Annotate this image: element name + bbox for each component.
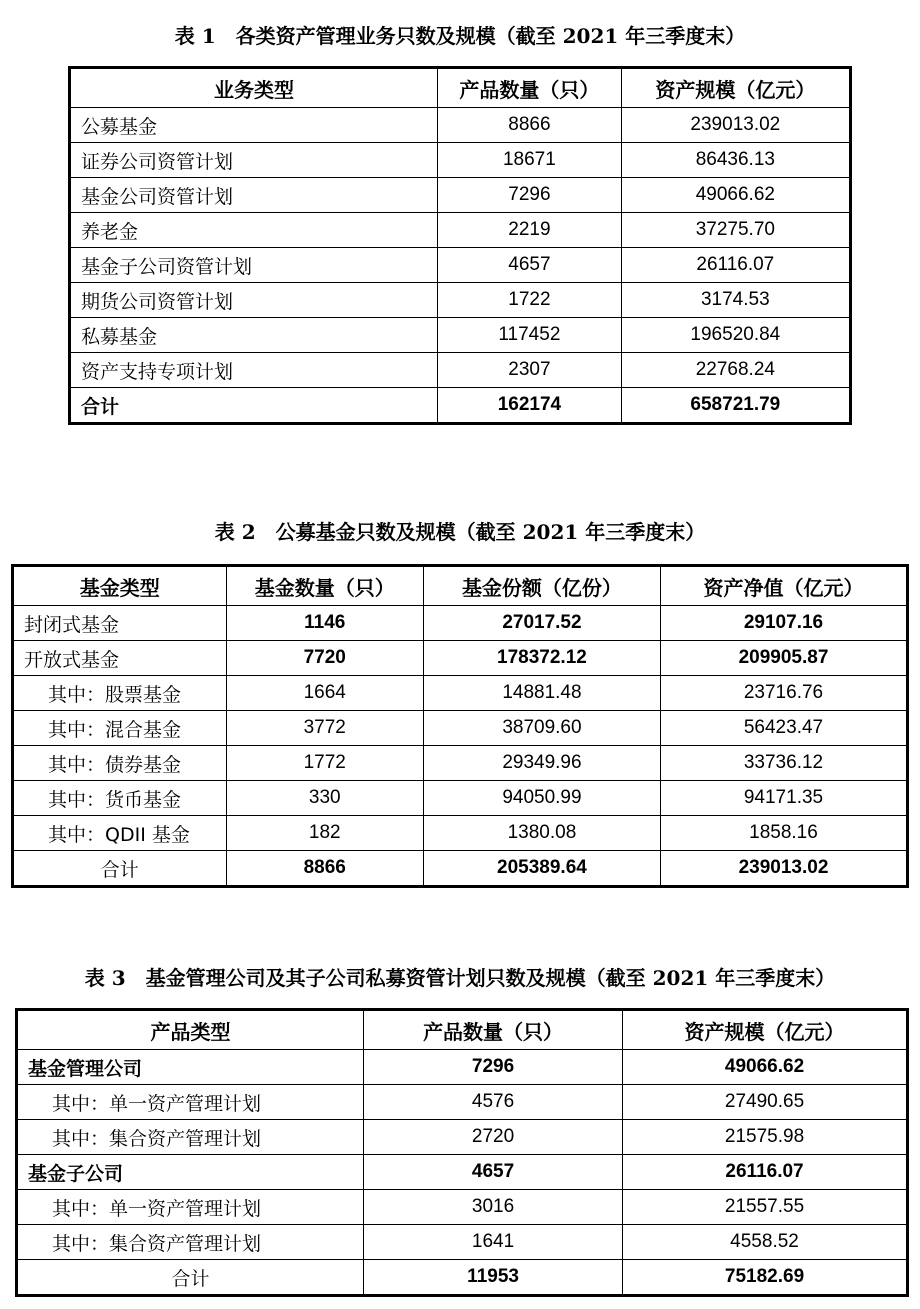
table-row [70, 213, 851, 248]
row-label: 合计 [70, 388, 438, 424]
row-label: 养老金 [70, 213, 438, 248]
count-cell: 4657 [438, 248, 622, 283]
row-label: 私募基金 [70, 318, 438, 353]
table-row [70, 178, 851, 213]
share-cell: 178372.12 [423, 641, 660, 676]
table-row [13, 676, 908, 711]
size-cell: 37275.70 [621, 213, 850, 248]
row-label: 封闭式基金 [13, 606, 227, 641]
count-cell: 3772 [226, 711, 423, 746]
size-cell: 26116.07 [621, 248, 850, 283]
size-cell: 27490.65 [623, 1085, 908, 1120]
size-cell: 49066.62 [621, 178, 850, 213]
table-row [17, 1225, 908, 1260]
count-cell: 1772 [226, 746, 423, 781]
table-row [13, 746, 908, 781]
row-label: 其中：单一资产管理计划 [17, 1190, 364, 1225]
nav-cell: 1858.16 [660, 816, 907, 851]
size-cell: 658721.79 [621, 388, 850, 424]
row-label: 期货公司资管计划 [70, 283, 438, 318]
size-cell: 21575.98 [623, 1120, 908, 1155]
share-cell: 27017.52 [423, 606, 660, 641]
table-header-row [13, 566, 908, 606]
count-cell: 1722 [438, 283, 622, 318]
row-label: 其中：股票基金 [13, 676, 227, 711]
share-cell: 14881.48 [423, 676, 660, 711]
size-cell: 3174.53 [621, 283, 850, 318]
column-header: 产品数量（只） [438, 68, 622, 108]
nav-cell: 94171.35 [660, 781, 907, 816]
row-label: 证券公司资管计划 [70, 143, 438, 178]
count-cell: 8866 [226, 851, 423, 887]
row-label: 公募基金 [70, 108, 438, 143]
column-header: 基金数量（只） [226, 566, 423, 606]
count-cell: 182 [226, 816, 423, 851]
size-cell: 75182.69 [623, 1260, 908, 1296]
table-header-row [70, 68, 851, 108]
size-cell: 86436.13 [621, 143, 850, 178]
table-row [17, 1085, 908, 1120]
count-cell: 7720 [226, 641, 423, 676]
table1-caption: 表 1 各类资产管理业务只数及规模（截至 2021 年三季度末） [174, 24, 746, 48]
row-label: 其中：单一资产管理计划 [17, 1085, 364, 1120]
nav-cell: 209905.87 [660, 641, 907, 676]
size-cell: 22768.24 [621, 353, 850, 388]
count-cell: 1146 [226, 606, 423, 641]
row-label: 开放式基金 [13, 641, 227, 676]
count-cell: 4576 [364, 1085, 623, 1120]
table2 [11, 564, 909, 888]
column-header: 基金类型 [13, 566, 227, 606]
count-cell: 1641 [364, 1225, 623, 1260]
share-cell: 94050.99 [423, 781, 660, 816]
row-label: 基金子公司资管计划 [70, 248, 438, 283]
column-header: 业务类型 [70, 68, 438, 108]
count-cell: 7296 [438, 178, 622, 213]
count-cell: 117452 [438, 318, 622, 353]
column-header: 资产规模（亿元） [621, 68, 850, 108]
table-row [17, 1190, 908, 1225]
table-total-row [17, 1260, 908, 1296]
nav-cell: 23716.76 [660, 676, 907, 711]
table-row [70, 248, 851, 283]
row-label: 基金子公司 [17, 1155, 364, 1190]
table-row [13, 641, 908, 676]
count-cell: 2307 [438, 353, 622, 388]
share-cell: 1380.08 [423, 816, 660, 851]
column-header: 资产规模（亿元） [623, 1010, 908, 1050]
row-label: 其中：集合资产管理计划 [17, 1120, 364, 1155]
count-cell: 18671 [438, 143, 622, 178]
size-cell: 196520.84 [621, 318, 850, 353]
row-label: 其中：集合资产管理计划 [17, 1225, 364, 1260]
nav-cell: 56423.47 [660, 711, 907, 746]
count-cell: 2219 [438, 213, 622, 248]
count-cell: 162174 [438, 388, 622, 424]
row-label: 其中：混合基金 [13, 711, 227, 746]
row-label: 基金公司资管计划 [70, 178, 438, 213]
table-header-row [17, 1010, 908, 1050]
table-total-row [13, 851, 908, 887]
nav-cell: 33736.12 [660, 746, 907, 781]
count-cell: 7296 [364, 1050, 623, 1085]
row-label: 其中：货币基金 [13, 781, 227, 816]
table-row [70, 283, 851, 318]
size-cell: 4558.52 [623, 1225, 908, 1260]
table-row [17, 1050, 908, 1085]
table-row [17, 1120, 908, 1155]
table1 [68, 66, 852, 425]
row-label: 资产支持专项计划 [70, 353, 438, 388]
row-label: 基金管理公司 [17, 1050, 364, 1085]
count-cell: 2720 [364, 1120, 623, 1155]
size-cell: 26116.07 [623, 1155, 908, 1190]
size-cell: 49066.62 [623, 1050, 908, 1085]
table3 [15, 1008, 909, 1297]
size-cell: 239013.02 [621, 108, 850, 143]
table-row [17, 1155, 908, 1190]
size-cell: 21557.55 [623, 1190, 908, 1225]
table-total-row [70, 388, 851, 424]
count-cell: 330 [226, 781, 423, 816]
table2-caption: 表 2 公募基金只数及规模（截至 2021 年三季度末） [214, 520, 706, 544]
column-header: 资产净值（亿元） [660, 566, 907, 606]
table-row [70, 143, 851, 178]
share-cell: 38709.60 [423, 711, 660, 746]
table-row [70, 353, 851, 388]
share-cell: 205389.64 [423, 851, 660, 887]
nav-cell: 239013.02 [660, 851, 907, 887]
column-header: 基金份额（亿份） [423, 566, 660, 606]
table-row [70, 108, 851, 143]
table-row [13, 816, 908, 851]
table-row [70, 318, 851, 353]
count-cell: 3016 [364, 1190, 623, 1225]
nav-cell: 29107.16 [660, 606, 907, 641]
table-row [13, 606, 908, 641]
table3-caption: 表 3 基金管理公司及其子公司私募资管计划只数及规模（截至 2021 年三季度末） [84, 966, 836, 990]
count-cell: 1664 [226, 676, 423, 711]
table-row [13, 711, 908, 746]
table-row [13, 781, 908, 816]
row-label: 合计 [13, 851, 227, 887]
row-label: 合计 [17, 1260, 364, 1296]
share-cell: 29349.96 [423, 746, 660, 781]
count-cell: 11953 [364, 1260, 623, 1296]
count-cell: 4657 [364, 1155, 623, 1190]
column-header: 产品数量（只） [364, 1010, 623, 1050]
row-label: 其中：债券基金 [13, 746, 227, 781]
column-header: 产品类型 [17, 1010, 364, 1050]
count-cell: 8866 [438, 108, 622, 143]
row-label: 其中：QDII 基金 [13, 816, 227, 851]
